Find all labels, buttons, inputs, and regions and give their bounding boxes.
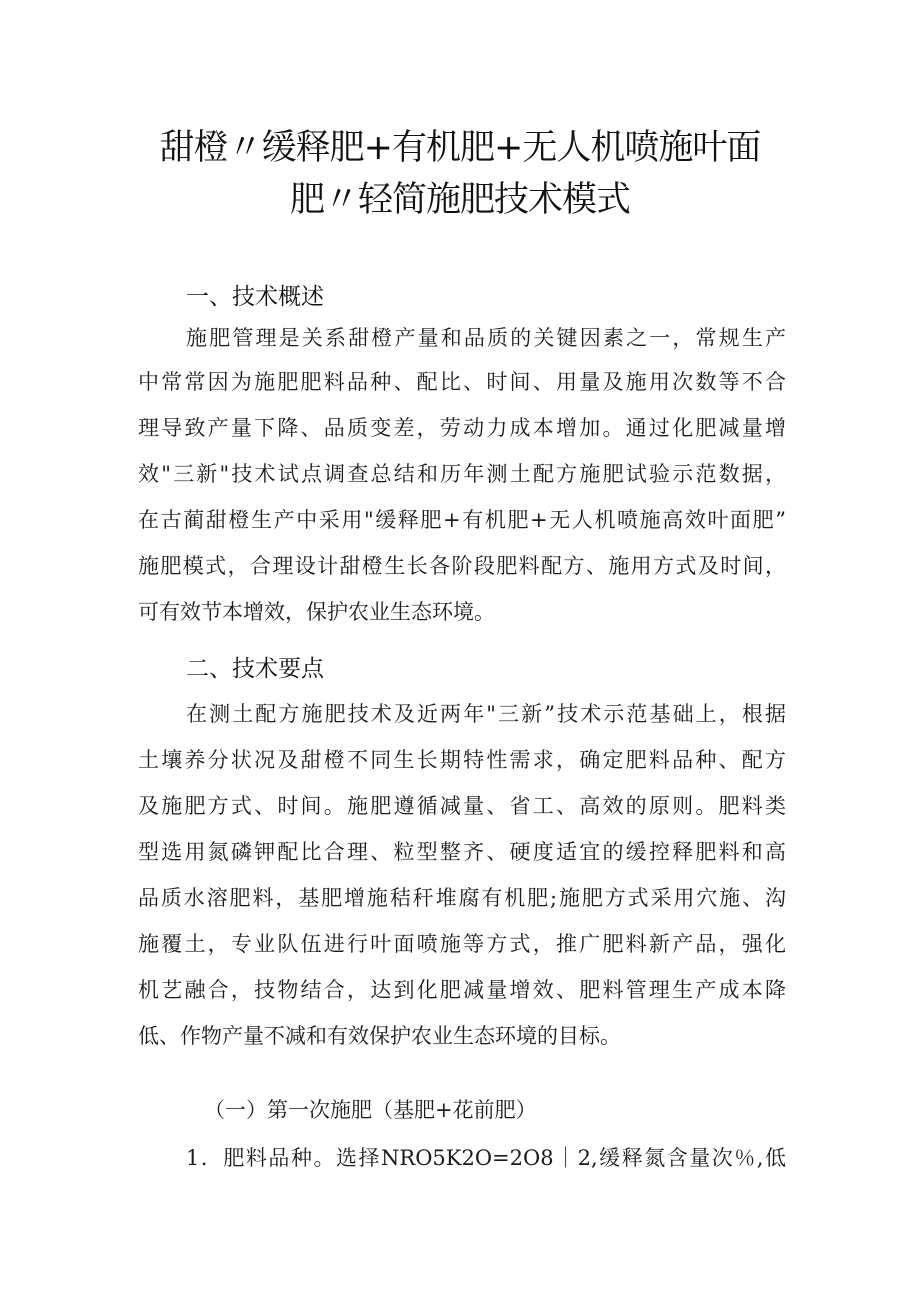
- paragraph-line: 及施肥方式、时间。施肥遵循减量、省工、高效的原则。肥料类: [138, 794, 786, 818]
- paragraph-line: 中常常因为施肥肥料品种、配比、时间、用量及施用次数等不合: [138, 370, 786, 394]
- paragraph-line: 品质水溶肥料，基肥增施秸秆堆腐有机肥;施肥方式采用穴施、沟: [138, 886, 786, 910]
- document-title-line-2: 肥〃轻简施肥技术模式: [289, 180, 630, 220]
- document-title-line-1: 甜橙〃缓释肥+有机肥+无人机喷施叶面: [159, 128, 761, 168]
- paragraph-line: 可有效节本增效，保护农业生态环境。: [138, 600, 495, 624]
- section-heading-key-points: 二、技术要点: [186, 656, 324, 682]
- paragraph-line: 低、作物产量不减和有效保护农业生态环境的目标。: [138, 1024, 621, 1048]
- list-item-fertilizer-type: 1．肥料品种。选择NRO5K2O=2O8｜2,缓释氮含量次％,低: [186, 1146, 786, 1170]
- paragraph-line: 施肥模式，合理设计甜橙生长各阶段肥料配方、施用方式及时间，: [138, 554, 786, 578]
- paragraph-line: 施覆土，专业队伍进行叶面喷施等方式，推广肥料新产品，强化: [138, 932, 786, 956]
- paragraph-line: 理导致产量下降、品质变差，劳动力成本增加。通过化肥减量增: [138, 416, 786, 440]
- paragraph-line: 效"三新"技术试点调查总结和历年测土配方施肥试验示范数据，: [138, 462, 786, 486]
- subsection-heading-first-fertilization: （一）第一次施肥（基肥+花前肥）: [204, 1098, 537, 1122]
- paragraph-line: 在古蔺甜橙生产中采用"缓释肥+有机肥+无人机喷施高效叶面肥”: [138, 508, 786, 532]
- paragraph-line: 在测土配方施肥技术及近两年"三新”技术示范基础上，根据: [186, 702, 786, 726]
- paragraph-line: 施肥管理是关系甜橙产量和品质的关键因素之一，常规生产: [186, 326, 786, 350]
- paragraph-line: 土壤养分状况及甜橙不同生长期特性需求，确定肥料品种、配方: [138, 748, 786, 772]
- section-heading-overview: 一、技术概述: [186, 284, 324, 310]
- paragraph-line: 机艺融合，技物结合，达到化肥减量增效、肥料管理生产成本降: [138, 978, 786, 1002]
- paragraph-line: 型选用氮磷钾配比合理、粒型整齐、硬度适宜的缓控释肥料和高: [138, 840, 786, 864]
